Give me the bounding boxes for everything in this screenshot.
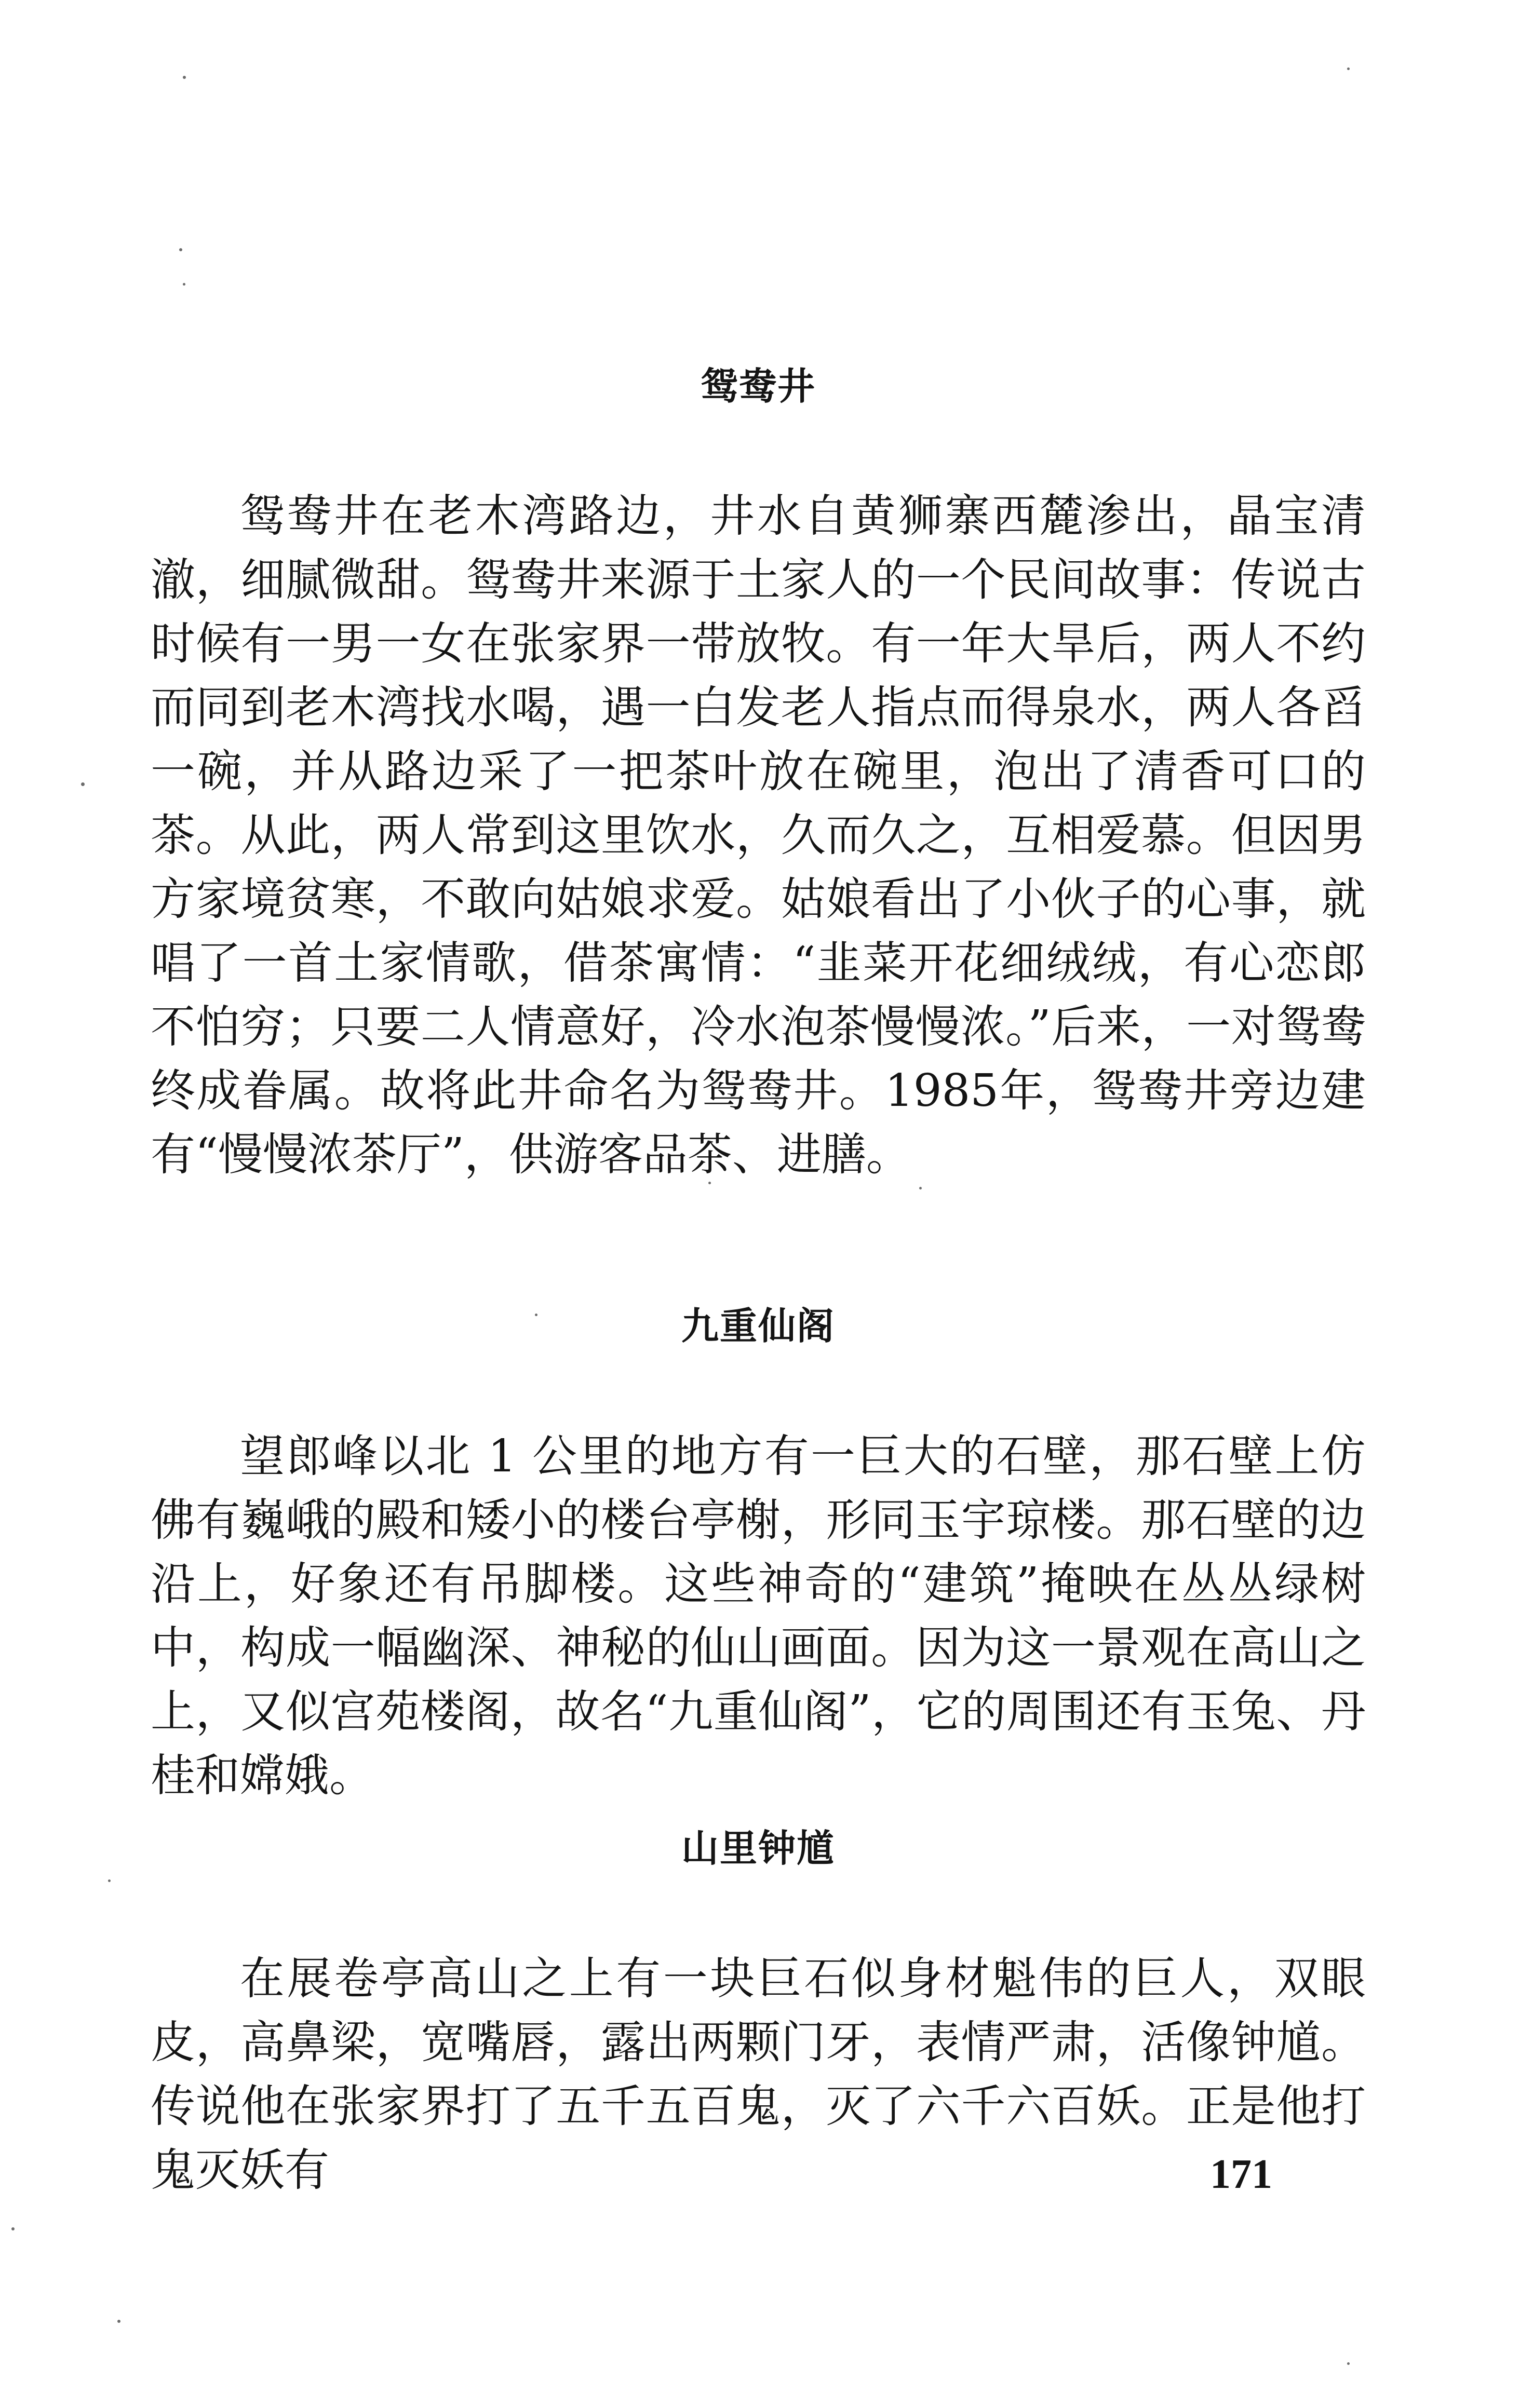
page-number: 171 <box>1210 2152 1272 2197</box>
scan-speck <box>535 1314 537 1316</box>
section-body-shanli-zhongkui: 在展卷亭高山之上有一块巨石似身材魁伟的巨人，双眼皮，高鼻梁，宽嘴唇，露出两颗门牙，表情严肃，活像钟馗。传说他在张家界打了五千五百鬼，灭了六千六百妖。正是他打鬼灭妖有 <box>151 1953 1366 2196</box>
scan-speck <box>11 2227 15 2230</box>
scan-speck <box>1347 2362 1350 2365</box>
section-title-jiuchong-xiange: 九重仙阁 <box>681 1304 835 1348</box>
section-title-shanli-zhongkui: 山里钟馗 <box>681 1827 835 1870</box>
scan-speck <box>183 283 185 286</box>
section-body-yuanyang-well: 鸳鸯井在老木湾路边，井水自黄狮寨西麓渗出，晶宝清澈，细腻微甜。鸳鸯井来源于土家人的一个民间故事：传说古时候有一男一女在张家界一带放牧。有一年大旱后，两人不约而同到老木湾找水喝，遇一白发老人指点而得泉水，两人各舀一碗，并从路边采了一把茶叶放在碗里，泡出了清香可口的茶。从此，两人常到这里饮水，久而久之，互相爱慕。但因男方家境贫寒，不敢向姑娘求爱。姑娘看出了小伙子的心事，就唱了一首土家情歌，借茶寓情：“韭菜开花细绒绒，有心恋郎不怕穷；只要二人情意好，冷水泡茶慢慢浓。”后来，一对鸳鸯终成眷属。故将此井命名为鸳鸯井。1985年，鸳鸯井旁边建有“慢慢浓茶厅”，供游客品茶、进膳。 <box>151 490 1366 1181</box>
scan-speck <box>1347 67 1350 70</box>
scan-speck <box>708 1182 711 1184</box>
scan-speck <box>108 1879 111 1882</box>
scan-speck <box>117 2320 120 2323</box>
section-title-yuanyang-well: 鸳鸯井 <box>700 364 816 408</box>
scan-speck <box>183 76 186 79</box>
scan-speck <box>81 782 85 786</box>
scan-speck <box>919 1187 922 1189</box>
section-body-jiuchong-xiange: 望郎峰以北 1 公里的地方有一巨大的石壁，那石壁上仿佛有巍峨的殿和矮小的楼台亭榭，形同玉宇琼楼。那石壁的边沿上，好象还有吊脚楼。这些神奇的“建筑”掩映在丛丛绿树中，构成一幅幽深、神秘的仙山画面。因为这一景观在高山之上，又似宫苑楼阁，故名“九重仙阁”，它的周围还有玉兔、丹桂和嫦娥。 <box>151 1430 1366 1802</box>
scan-speck <box>179 248 182 251</box>
